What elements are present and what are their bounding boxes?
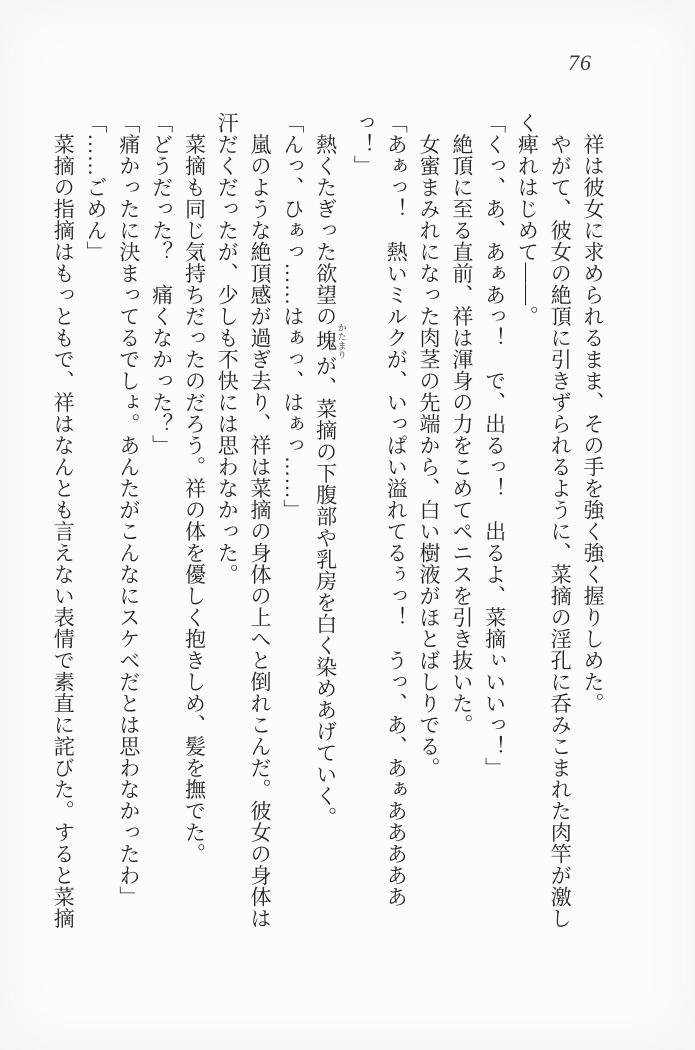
text-column: 「どうだった？ 痛くなかった？」 (149, 112, 174, 456)
text-column: 汗だくだったが、少しも不快には思わなかった。 (215, 112, 240, 585)
page-number: 76 (568, 50, 592, 75)
text-column: 「あぁっ！ 熱いミルクが、いっぱい溢れてるぅっ！ うっ、あ、あぁあああああ (384, 112, 409, 908)
furigana-annotation: 塊 かたまり (313, 323, 347, 359)
text-column: っ！」 (351, 112, 376, 177)
text-column: 絶頂に至る直前、祥は渾身の力をこめてペニスを引き抜いた。 (449, 112, 474, 736)
text-column: 女蜜まみれになった肉茎の先端から、白い樹液がほとばしりでる。 (417, 112, 442, 779)
text-column: 「くっ、あ、あぁあっ！ で、出るっ！ 出るよ、菜摘ぃいいっ！」 (482, 112, 507, 779)
text-column: 嵐のような絶頂感が過ぎ去り、祥は菜摘の身体の上へと倒れこんだ。彼女の身体は (248, 112, 273, 929)
text-column: 「痛かったに決まってるでしょ。あんたがこんなにスケベだとは思わなかったわ」 (116, 112, 141, 908)
text-column: 「んっ、ひぁっ……はぁっ、はぁっ……」 (280, 112, 305, 521)
text-column: 菜摘の指摘はもっともで、祥はなんとも言えない表情で素直に詫びた。すると菜摘 (51, 112, 76, 929)
text-column: 「……ごめん」 (84, 112, 109, 263)
text-column: 菜摘も同じ気持ちだったのだろう。祥の体を優しく抱きしめ、髪を撫でた。 (182, 112, 207, 865)
text-column: 熱くたぎった欲望の塊 かたまりが、菜摘の下腹部や乳房を白く染めあげていく。 (313, 112, 347, 828)
text-column: 祥は彼女に求められるまま、その手を強く強く握りしめた。 (581, 112, 605, 714)
text-column: く痺れはじめて――。 (515, 112, 540, 327)
text-column: やがて、彼女の絶頂に引きずられるように、菜摘の淫孔に呑みこまれた肉竿が激し (548, 112, 573, 929)
vertical-text-block (46, 112, 609, 942)
